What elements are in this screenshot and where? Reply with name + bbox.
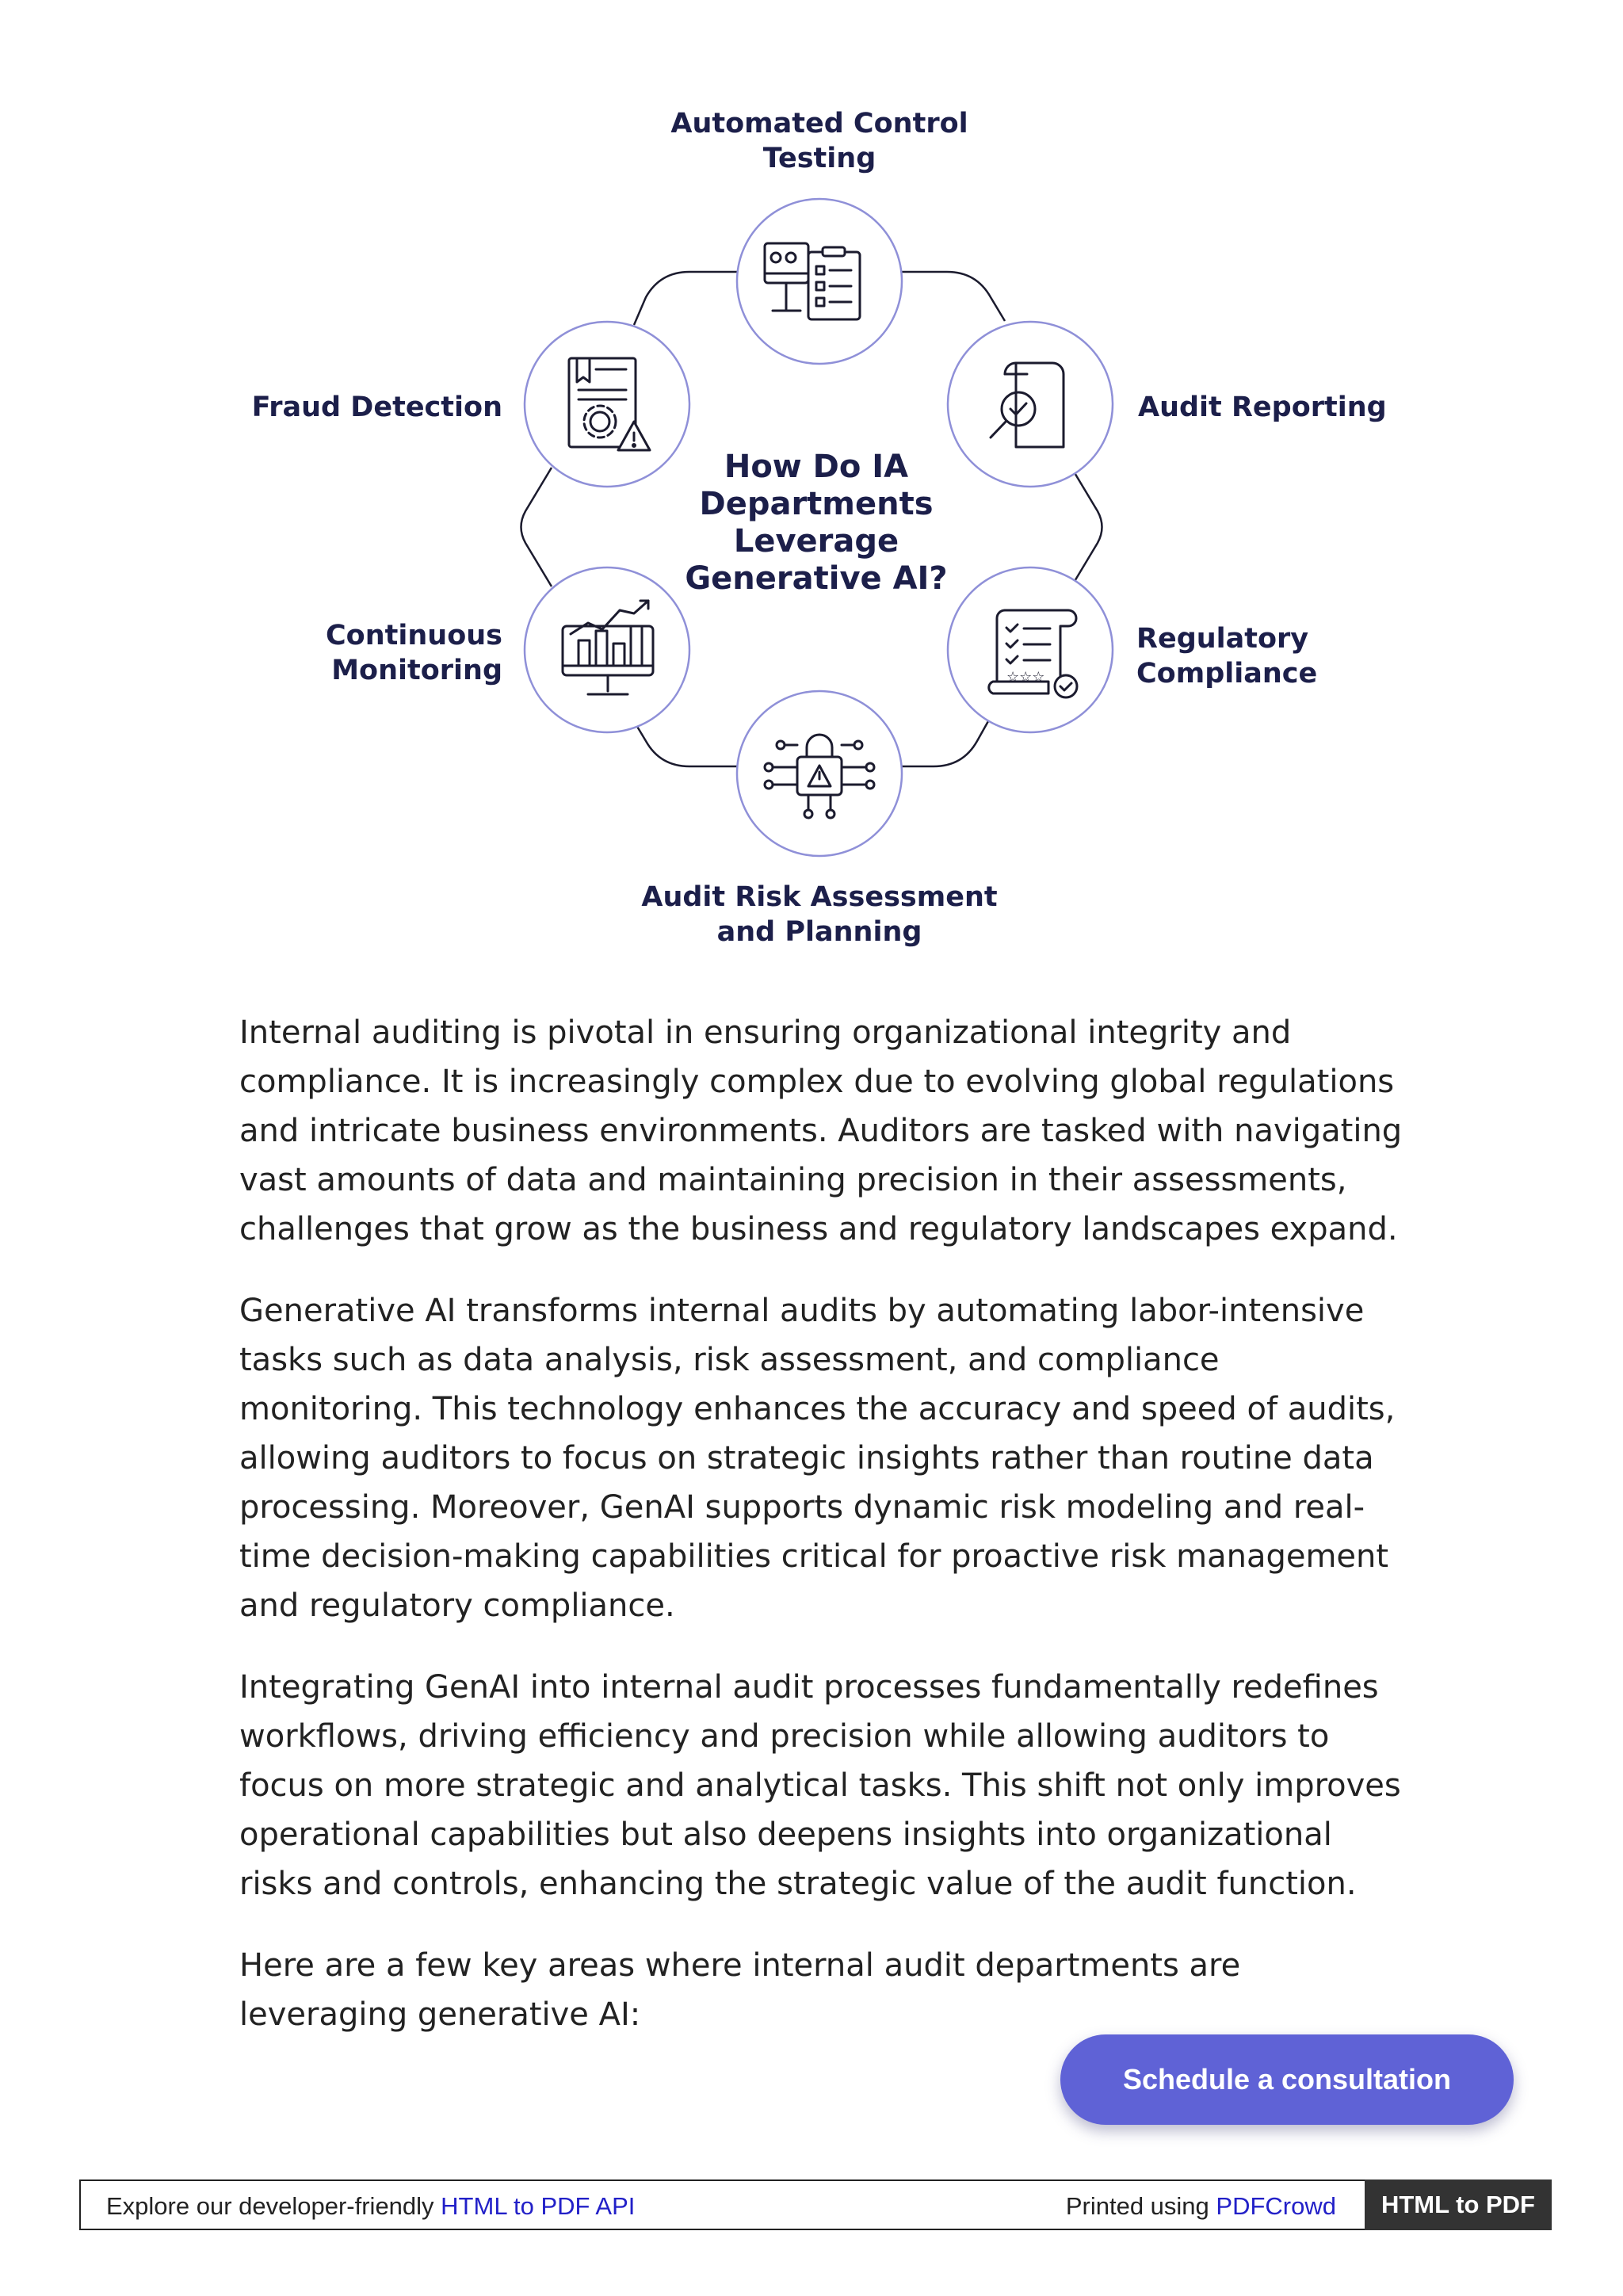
node-label-audit-reporting: Audit Reporting <box>1138 392 1387 423</box>
footer-printed <box>1066 2192 1336 2221</box>
node-label-fraud-detection: Fraud Detection <box>251 392 502 423</box>
footer-explore-text: Explore our developer-friendly <box>106 2192 441 2220</box>
article-body <box>239 1008 1412 2072</box>
paragraph-intro: Internal auditing is pivotal in ensuring organizational integrity and compliance. It is increasingly complex due to evolving global regulations and intricate business environments. Auditors are tasked with navigating vast amounts of data and maintaining precision in their assessments, challenges that grow as the business and regulatory landscapes expand. <box>239 1014 1403 1247</box>
footer-printed-text: Printed using <box>1065 2192 1216 2220</box>
paragraph-key-areas: Here are a few key areas where internal audit departments are leveraging generative AI: <box>239 1947 1241 2033</box>
node-label-audit-risk-assessment: Audit Risk Assessment and Planning <box>641 881 998 948</box>
pdfcrowd-footer <box>79 2179 1552 2230</box>
pdfcrowd-link[interactable]: PDFCrowd <box>1216 2192 1336 2220</box>
paragraph-genai-transforms: Generative AI transforms internal audits by automating labor-intensive tasks such as data analysis, risk assessment, and compliance monitoring. This technology enhances the accuracy and speed of audits, allowing auditors to focus on strategic insights rather than routine data processing. Moreover, GenAI supports dynamic risk modeling and real-time decision-making capabilities critical for proactive risk management and regulatory compliance. <box>239 1293 1396 1624</box>
node-label-continuous-monitoring: Continuous Monitoring <box>325 620 502 686</box>
diagram-title: How Do IA Departments Leverage Generative AI? <box>685 449 948 597</box>
html-to-pdf-api-link[interactable]: HTML to PDF API <box>441 2192 636 2220</box>
paragraph-integrating-genai: Integrating GenAI into internal audit processes fundamentally redefines workflows, driving efficiency and precision while allowing auditors to focus on more strategic and analytical tasks. This shift not only improves operational capabilities but also deepens insights into organizational risks and controls, enhancing the strategic value of the audit function. <box>239 1669 1401 1902</box>
footer-explore <box>106 2192 635 2221</box>
schedule-consultation-button[interactable]: Schedule a consultation <box>1060 2034 1514 2125</box>
svg-text:☆☆☆: ☆☆☆ <box>1006 669 1045 686</box>
node-label-automated-control-testing: Automated Control Testing <box>670 108 968 174</box>
node-label-regulatory-compliance: Regulatory Compliance <box>1136 623 1318 690</box>
html-to-pdf-badge[interactable]: HTML to PDF <box>1365 2179 1552 2230</box>
generative-ai-diagram <box>0 0 1623 975</box>
